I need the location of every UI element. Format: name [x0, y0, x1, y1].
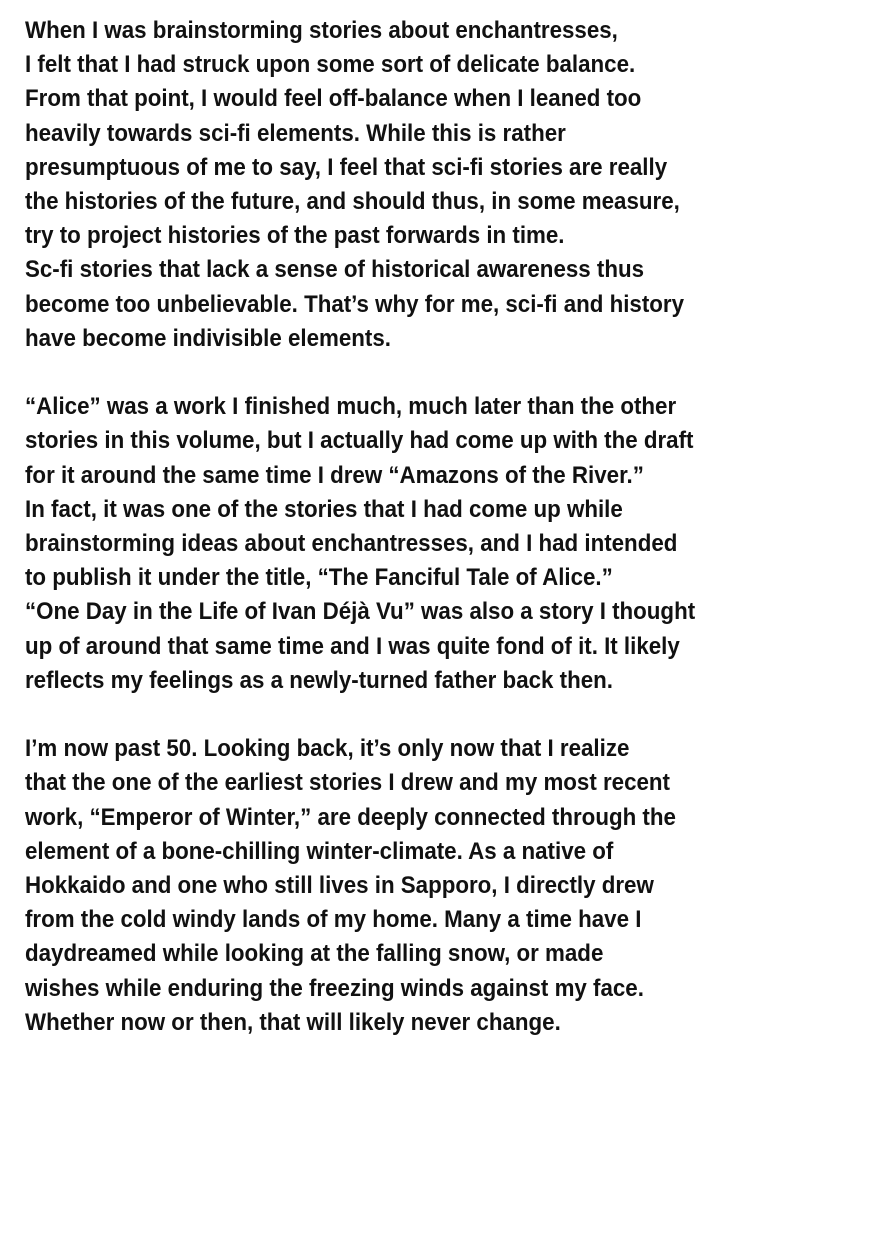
text-line: try to project histories of the past forwards in time. [25, 222, 565, 250]
text-line: I’m now past 50. Looking back, it’s only now that I realize [25, 735, 630, 763]
paragraph-2 [25, 390, 865, 698]
text-line: When I was brainstorming stories about enchantresses, [25, 17, 618, 44]
text-line: to publish it under the title, “The Fanciful Tale of Alice.” [25, 564, 613, 592]
text-line: have become indivisible elements. [25, 324, 391, 352]
text-line: the histories of the future, and should thus, in some measure, [25, 188, 680, 216]
text-line: Sc-fi stories that lack a sense of historical awareness thus [25, 256, 645, 284]
text-line: From that point, I would feel off-balance when I leaned too [25, 85, 642, 113]
text-line: reflects my feelings as a newly-turned father back then. [25, 666, 613, 694]
text-line: element of a bone-chilling winter-climate. As a native of [25, 837, 614, 865]
text-line: heavily towards sci-fi elements. While this is rather [25, 119, 566, 147]
text-line: Whether now or then, that will likely never change. [25, 1008, 561, 1036]
paragraph-gap [25, 356, 865, 390]
text-line: brainstorming ideas about enchantresses, and I had intended [25, 530, 678, 558]
text-line: stories in this volume, but I actually had come up with the draft [25, 427, 694, 455]
text-line: work, “Emperor of Winter,” are deeply connected through the [25, 803, 676, 831]
text-line: become too unbelievable. That’s why for me, sci-fi and history [25, 290, 684, 318]
text-line: “One Day in the Life of Ivan Déjà Vu” was also a story I thought [25, 598, 696, 626]
paragraph-3 [25, 732, 865, 1040]
text-line: “Alice” was a work I finished much, much later than the other [25, 393, 677, 421]
text-line: Hokkaido and one who still lives in Sapporo, I directly drew [25, 872, 654, 900]
text-line: presumptuous of me to say, I feel that sci-fi stories are really [25, 153, 668, 181]
paragraph-1 [25, 14, 865, 356]
paragraph-gap [25, 698, 865, 732]
text-line: up of around that same time and I was quite fond of it. It likely [25, 632, 680, 660]
text-line: for it around the same time I drew “Amazons of the River.” [25, 461, 644, 489]
text-line: from the cold windy lands of my home. Many a time have I [25, 906, 642, 934]
afterword-text [25, 14, 865, 1040]
text-line: I felt that I had struck upon some sort of delicate balance. [25, 51, 636, 79]
text-line: In fact, it was one of the stories that I had come up while [25, 495, 623, 523]
text-line: that the one of the earliest stories I drew and my most recent [25, 769, 670, 797]
text-line: daydreamed while looking at the falling snow, or made [25, 940, 604, 968]
text-line: wishes while enduring the freezing winds against my face. [25, 974, 644, 1002]
